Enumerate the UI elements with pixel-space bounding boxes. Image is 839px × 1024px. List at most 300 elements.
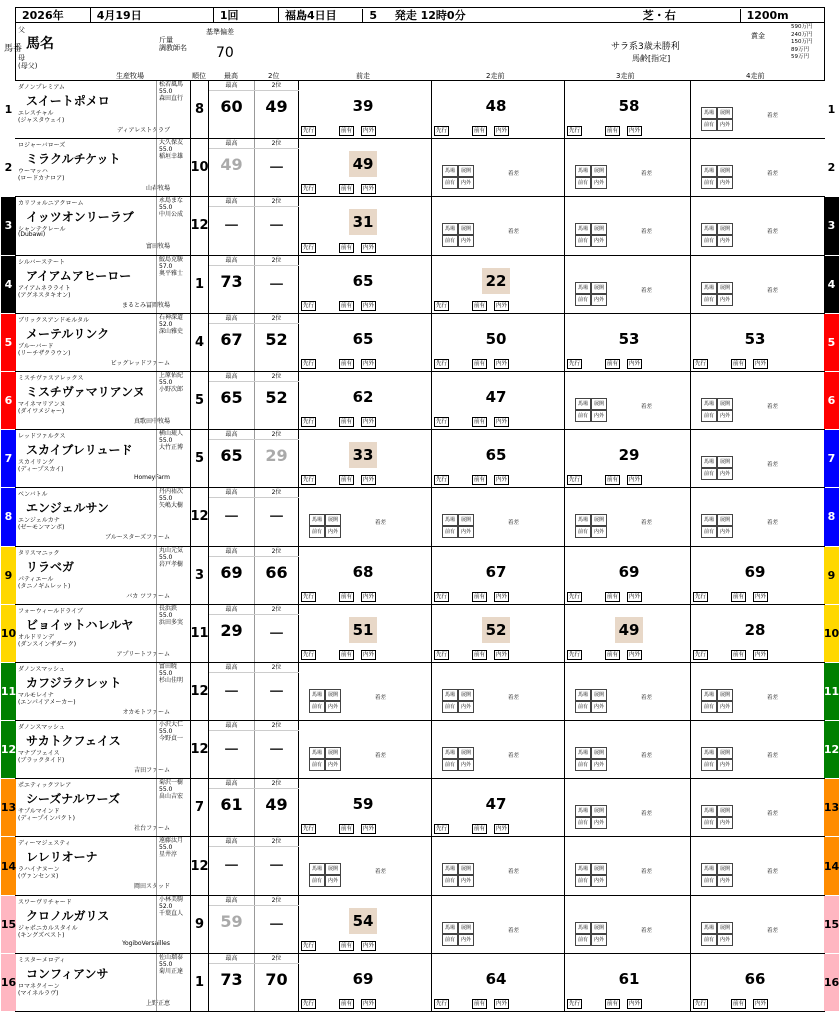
race-prev3 xyxy=(565,197,691,254)
best-value: 61 xyxy=(220,795,243,815)
empty-grid xyxy=(575,847,635,885)
front-tag: 前有 xyxy=(341,1001,353,1007)
horse-info xyxy=(16,954,191,1011)
best-col xyxy=(209,547,255,604)
front-tag: 前有 xyxy=(607,360,619,367)
sire-name: ダノンスマッシュ xyxy=(18,665,65,673)
umaban-left: 15 xyxy=(1,896,16,953)
front-tag: 前有 xyxy=(733,651,745,658)
baba-cell: 馬場 xyxy=(701,282,717,294)
tenkai-cell: 展開 xyxy=(717,514,733,526)
sire-name: タリスマニック xyxy=(18,549,60,557)
best-value: 67 xyxy=(220,329,243,349)
second-value: － xyxy=(268,274,285,294)
chakusa-label: 着差 xyxy=(767,229,779,236)
race-prev4 xyxy=(691,547,826,604)
umaban-right: 13 xyxy=(824,779,839,836)
damsire-name: (ディープインパクト) xyxy=(18,815,75,823)
order-value: 5 xyxy=(191,372,209,429)
race-course-day: 福島4日目 xyxy=(278,7,362,23)
race-prev1 xyxy=(299,663,432,720)
maemuki-cell: 前有 xyxy=(701,875,717,887)
horse-name: ミスチヴァマリアンヌ xyxy=(26,384,145,399)
race-prev1 xyxy=(299,488,432,545)
breeder-name: 真歌田中牧場 xyxy=(133,417,170,425)
horse-name: スカイブレリュード xyxy=(26,443,133,458)
tenkai-cell: 展開 xyxy=(458,514,474,526)
jockey-column xyxy=(156,896,192,953)
inout-tag: 内外 xyxy=(629,593,641,600)
umaban-left: 3 xyxy=(1,197,16,254)
umaban-left: 11 xyxy=(1,663,16,720)
inout-tag: 内外 xyxy=(496,651,508,658)
race-score: 65 xyxy=(485,446,507,465)
baba-cell: 馬場 xyxy=(701,514,717,526)
best-col xyxy=(209,605,255,662)
race-prev1 xyxy=(299,256,432,313)
dam-name: パティエール xyxy=(18,575,54,583)
best-col xyxy=(209,954,255,1011)
horse-info xyxy=(16,256,191,313)
uchimuki-cell: 内外 xyxy=(717,817,733,829)
empty-grid xyxy=(701,906,761,944)
damsire-name: (ダイワメジャー) xyxy=(18,407,65,415)
dam-name: ウーマッハ xyxy=(18,168,48,176)
order-value: 12 xyxy=(191,488,209,545)
horse-name-label: 馬名 xyxy=(26,36,54,52)
best-scores xyxy=(209,547,299,604)
damsire-label: (母父) xyxy=(18,62,38,70)
best-col-label: 最高 xyxy=(209,954,254,964)
race-kai: 1回 xyxy=(213,7,278,23)
pace-tag: 先行 xyxy=(695,651,707,658)
uchimuki-cell: 内外 xyxy=(717,526,733,538)
maemuki-cell: 前有 xyxy=(575,235,591,247)
baba-cell: 馬場 xyxy=(701,398,717,410)
baba-cell: 馬場 xyxy=(575,863,591,875)
umaban-left: 13 xyxy=(1,779,16,836)
tenkai-cell: 展開 xyxy=(717,456,733,468)
trainer-name: 浜田多実 xyxy=(159,618,184,626)
umaban-left: 1 xyxy=(1,81,16,138)
second-col xyxy=(254,605,299,662)
trainer-name: 星井淳 xyxy=(159,851,178,859)
baba-cell: 馬場 xyxy=(701,456,717,468)
baba-cell: 馬場 xyxy=(701,107,717,119)
best-col-label: 最高 xyxy=(209,663,254,673)
prev3-label: 3走前 xyxy=(616,72,635,80)
sire-name: ダノンスマッシュ xyxy=(18,724,65,732)
chakusa-label: 着差 xyxy=(767,927,779,934)
front-tag: 前有 xyxy=(341,419,353,426)
jockey-column xyxy=(156,605,192,662)
umaban-left: 16 xyxy=(1,954,16,1011)
chakusa-label: 着差 xyxy=(508,753,520,760)
umaban-left: 10 xyxy=(1,605,16,662)
tenkai-cell: 展開 xyxy=(325,747,341,759)
horse-row xyxy=(0,662,839,721)
order-value: 12 xyxy=(191,721,209,778)
prev1-label: 前走 xyxy=(356,72,370,80)
race-prev2 xyxy=(432,372,565,429)
race-score: 69 xyxy=(352,969,374,988)
second-col xyxy=(254,488,299,545)
empty-grid xyxy=(309,731,369,769)
front-tag: 前有 xyxy=(733,1001,745,1007)
empty-grid xyxy=(701,673,761,711)
race-number: 5 xyxy=(362,9,388,22)
uchimuki-cell: 内外 xyxy=(717,701,733,713)
jockey-column xyxy=(156,256,192,313)
race-prev1 xyxy=(299,896,432,953)
inout-tag: 内外 xyxy=(363,477,375,484)
weight-value: 55.0 xyxy=(159,611,173,619)
maemuki-cell: 前有 xyxy=(442,235,458,247)
race-prev3 xyxy=(565,837,691,894)
damsire-name: (タニノギムレット) xyxy=(18,582,71,590)
tenkai-cell: 展開 xyxy=(325,863,341,875)
front-tag: 前有 xyxy=(341,477,353,484)
front-tag: 前有 xyxy=(733,593,745,600)
best-col-label: 最高 xyxy=(209,721,254,731)
uchimuki-cell: 内外 xyxy=(458,701,474,713)
uchimuki-cell: 内外 xyxy=(458,759,474,771)
front-tag: 前有 xyxy=(341,651,353,658)
second-col-label: 2位 xyxy=(254,779,299,789)
empty-grid xyxy=(442,847,502,885)
horse-name: リラベガ xyxy=(26,559,75,574)
dam-name: ブルーバード xyxy=(18,342,54,350)
race-score: 62 xyxy=(352,387,374,406)
empty-grid xyxy=(575,266,635,304)
trainer-label: 調教師名 xyxy=(159,44,187,52)
chakusa-label: 着差 xyxy=(767,811,779,818)
race-prev2 xyxy=(432,954,565,1011)
best-value: － xyxy=(223,856,240,876)
maemuki-cell: 前有 xyxy=(701,701,717,713)
race-score: 47 xyxy=(485,795,507,814)
umaban-right: 10 xyxy=(824,605,839,662)
race-score: 61 xyxy=(618,969,640,988)
second-col-label: 2位 xyxy=(254,488,299,498)
tenkai-cell: 展開 xyxy=(591,514,607,526)
base-value: 70 xyxy=(216,45,234,61)
jockey-column xyxy=(156,314,192,371)
uchimuki-cell: 内外 xyxy=(458,934,474,946)
front-tag: 前有 xyxy=(341,593,353,600)
front-tag: 前有 xyxy=(474,593,486,600)
maemuki-cell: 前有 xyxy=(701,817,717,829)
chakusa-label: 着差 xyxy=(767,520,779,527)
baba-cell: 馬場 xyxy=(701,805,717,817)
best-col-label: 最高 xyxy=(209,779,254,789)
jockey-name: 富田暁 xyxy=(159,662,178,670)
empty-grid xyxy=(701,382,761,420)
empty-grid xyxy=(442,207,502,245)
maemuki-cell: 前有 xyxy=(701,468,717,480)
chakusa-label: 着差 xyxy=(641,171,653,178)
maemuki-cell: 前有 xyxy=(701,235,717,247)
race-prev1 xyxy=(299,779,432,836)
front-tag: 前有 xyxy=(341,128,353,135)
baba-cell: 馬場 xyxy=(309,514,325,526)
dam-name: マルモレイナ xyxy=(18,691,54,699)
chakusa-label: 着差 xyxy=(767,403,779,410)
jockey-name: 菊沢一樹 xyxy=(159,779,184,787)
umaban-right: 5 xyxy=(824,314,839,371)
uchimuki-cell: 内外 xyxy=(325,759,341,771)
jockey-column xyxy=(156,547,192,604)
race-score: 31 xyxy=(349,209,377,235)
breeder-name: ディアレストクラブ xyxy=(117,127,170,134)
front-tag: 前有 xyxy=(341,826,353,833)
trainer-name: 中川公成 xyxy=(159,211,184,219)
tenkai-cell: 展開 xyxy=(717,863,733,875)
damsire-name: (ジャスタウェイ) xyxy=(18,117,65,124)
second-col xyxy=(254,896,299,953)
jockey-column xyxy=(156,488,192,545)
race-score: 53 xyxy=(618,329,640,348)
breeder-name: アプリートファーム xyxy=(116,650,170,658)
sire-name: スワーヴリチャード xyxy=(18,898,72,906)
race-score: 54 xyxy=(349,908,377,934)
inout-tag: 内外 xyxy=(629,1001,641,1007)
chakusa-label: 着差 xyxy=(375,520,387,527)
uchimuki-cell: 内外 xyxy=(591,701,607,713)
second-col-label: 2位 xyxy=(254,663,299,673)
second-col-label: 2位 xyxy=(254,721,299,731)
horse-info xyxy=(16,547,191,604)
jockey-column xyxy=(156,663,192,720)
race-header xyxy=(15,7,825,23)
inout-tag: 内外 xyxy=(363,593,375,600)
race-prev4 xyxy=(691,139,826,196)
inout-tag: 内外 xyxy=(363,419,375,426)
second-col-label: 2位 xyxy=(254,197,299,207)
best-col-label: 最高 xyxy=(209,837,254,847)
prize-4: 89万円 xyxy=(791,46,809,53)
column-header xyxy=(4,23,825,81)
best-col-label: 最高 xyxy=(209,488,254,498)
order-value: 12 xyxy=(191,197,209,254)
uchimuki-cell: 内外 xyxy=(717,177,733,189)
baba-cell: 馬場 xyxy=(575,282,591,294)
uchimuki-cell: 内外 xyxy=(458,177,474,189)
race-score: 64 xyxy=(485,969,507,988)
race-prev2 xyxy=(432,837,565,894)
trainer-name: 岩戸孝樹 xyxy=(159,560,184,568)
empty-grid xyxy=(701,149,761,187)
chakusa-label: 着差 xyxy=(767,287,779,294)
maemuki-cell: 前有 xyxy=(701,526,717,538)
trainer-name: 森田直行 xyxy=(159,95,184,102)
second-col xyxy=(254,139,299,196)
baba-cell: 馬場 xyxy=(575,514,591,526)
prize-1: 590万円 xyxy=(791,24,813,30)
weight-value: 55.0 xyxy=(159,437,173,445)
pace-tag: 先行 xyxy=(303,942,315,949)
chakusa-label: 着差 xyxy=(641,229,653,236)
maemuki-cell: 前有 xyxy=(442,875,458,887)
trainer-name: 奥平雅士 xyxy=(159,269,184,277)
second-col xyxy=(254,721,299,778)
tenkai-cell: 展開 xyxy=(458,689,474,701)
best-col xyxy=(209,372,255,429)
second-value: 29 xyxy=(265,446,288,466)
best-col xyxy=(209,779,255,836)
best-col-label: 最高 xyxy=(209,547,254,557)
horse-info xyxy=(16,372,191,429)
front-tag: 前有 xyxy=(474,302,486,309)
uchimuki-cell: 内外 xyxy=(591,759,607,771)
second-value: 52 xyxy=(265,387,288,407)
front-tag: 前有 xyxy=(474,419,486,426)
horse-row xyxy=(0,953,839,1012)
race-year: 2026年 xyxy=(22,9,64,22)
maemuki-cell: 前有 xyxy=(575,177,591,189)
empty-grid xyxy=(701,266,761,304)
breeder-name: オカモトファーム xyxy=(122,708,170,716)
umaban-left: 14 xyxy=(1,837,16,894)
pace-tag: 先行 xyxy=(569,360,581,367)
sire-name: ポエティックフレア xyxy=(18,782,72,790)
baba-cell: 馬場 xyxy=(575,922,591,934)
race-prev4 xyxy=(691,372,826,429)
order-value: 3 xyxy=(191,547,209,604)
race-score: 58 xyxy=(618,97,640,115)
jockey-name: 丹内祐次 xyxy=(159,488,184,496)
jockey-name: 佐山瑠泰 xyxy=(159,953,184,961)
horse-row xyxy=(0,895,839,954)
inout-tag: 内外 xyxy=(496,477,508,484)
chakusa-label: 着差 xyxy=(508,520,520,527)
race-prev3 xyxy=(565,896,691,953)
front-tag: 前有 xyxy=(474,1001,486,1007)
tenkai-cell: 展開 xyxy=(591,398,607,410)
best-value: 59 xyxy=(220,911,243,931)
order-value: 1 xyxy=(191,256,209,313)
baba-cell: 馬場 xyxy=(442,223,458,235)
chakusa-label: 着差 xyxy=(641,927,653,934)
horse-info xyxy=(16,896,191,953)
umaban-right: 3 xyxy=(824,197,839,254)
baba-cell: 馬場 xyxy=(442,922,458,934)
second-col-label: 2位 xyxy=(254,605,299,615)
uchimuki-cell: 内外 xyxy=(325,701,341,713)
race-score: 39 xyxy=(352,97,374,115)
race-prev4 xyxy=(691,197,826,254)
pace-tag: 先行 xyxy=(303,826,315,833)
empty-grid xyxy=(701,731,761,769)
jockey-name: 丸山元気 xyxy=(159,546,184,554)
race-prev3 xyxy=(565,605,691,662)
maemuki-cell: 前有 xyxy=(309,701,325,713)
uchimuki-cell: 内外 xyxy=(325,526,341,538)
horse-name: ミラクルチケット xyxy=(26,152,121,167)
sire-name: ディーマジェスティ xyxy=(18,840,71,848)
umaban-left: 12 xyxy=(1,721,16,778)
maemuki-cell: 前有 xyxy=(575,701,591,713)
weight-value: 55.0 xyxy=(159,146,173,154)
empty-grid xyxy=(442,906,502,944)
second-col xyxy=(254,663,299,720)
uchimuki-cell: 内外 xyxy=(591,177,607,189)
jockey-column xyxy=(156,430,192,487)
breeder-name: 岡田スタッド xyxy=(133,883,170,891)
order-value: 8 xyxy=(191,81,209,138)
front-tag: 前有 xyxy=(607,128,619,135)
uchimuki-cell: 内外 xyxy=(717,294,733,306)
race-prev1 xyxy=(299,721,432,778)
umaban-right: 4 xyxy=(824,256,839,313)
jockey-column xyxy=(156,81,192,138)
uchimuki-cell: 内外 xyxy=(717,468,733,480)
sire-name: ロジャーバローズ xyxy=(18,142,66,150)
umaban-left: 9 xyxy=(1,547,16,604)
empty-grid xyxy=(309,673,369,711)
empty-grid xyxy=(575,498,635,536)
uchimuki-cell: 内外 xyxy=(717,235,733,247)
race-prev4 xyxy=(691,430,826,487)
second-value: 66 xyxy=(265,562,288,582)
inout-tag: 内外 xyxy=(496,419,508,426)
best-value: 65 xyxy=(220,446,243,466)
race-surface: 芝・右 xyxy=(642,9,676,22)
best-scores xyxy=(209,896,299,953)
horse-info xyxy=(16,663,191,720)
jockey-column xyxy=(156,779,192,836)
jockey-name: 松若風馬 xyxy=(159,81,184,88)
race-score: 52 xyxy=(482,617,510,643)
best-scores xyxy=(209,663,299,720)
second-col-label: 2位 xyxy=(254,954,299,964)
horse-info xyxy=(16,721,191,778)
race-prev2 xyxy=(432,430,565,487)
jockey-name: 小林美駒 xyxy=(159,895,184,903)
pace-tag: 先行 xyxy=(436,593,448,600)
empty-grid xyxy=(309,847,369,885)
second-col-label: 2位 xyxy=(254,837,299,847)
baba-cell: 馬場 xyxy=(309,863,325,875)
baba-cell: 馬場 xyxy=(442,514,458,526)
dam-label: 母 xyxy=(18,54,25,62)
race-score: 29 xyxy=(618,446,640,465)
race-score: 69 xyxy=(744,562,766,581)
dam-name: ラハイナヌーン xyxy=(18,866,60,874)
tenkai-cell: 展開 xyxy=(717,282,733,294)
jockey-name: 永島まな xyxy=(159,197,184,205)
chakusa-label: 着差 xyxy=(641,811,653,818)
prev2-label: 2走前 xyxy=(486,72,505,80)
horse-name: メーテルリンク xyxy=(26,326,110,341)
race-prev1 xyxy=(299,605,432,662)
weight-value: 52.0 xyxy=(159,902,173,910)
best-scores xyxy=(209,372,299,429)
sire-name: シルバーステート xyxy=(18,258,66,266)
race-prev2 xyxy=(432,663,565,720)
horse-row xyxy=(0,779,839,837)
empty-grid xyxy=(701,847,761,885)
race-score: 66 xyxy=(744,969,766,988)
best-scores xyxy=(209,430,299,487)
baba-cell: 馬場 xyxy=(442,747,458,759)
weight-value: 55.0 xyxy=(159,786,173,794)
second-col xyxy=(254,256,299,313)
race-prev4 xyxy=(691,81,826,138)
best-col-label: 最高 xyxy=(209,430,254,440)
weight-value: 55.0 xyxy=(159,669,173,677)
tenkai-cell: 展開 xyxy=(591,689,607,701)
